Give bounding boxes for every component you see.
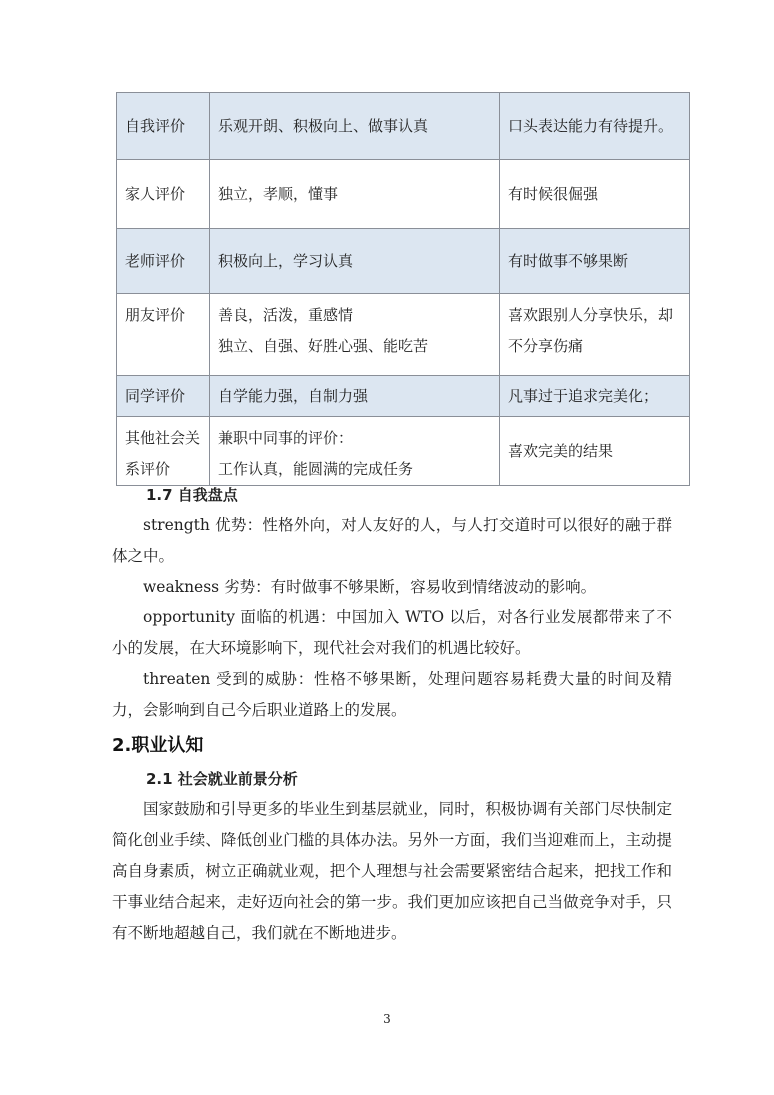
table-row [117,229,690,294]
paragraph-weakness: weakness 劣势：有时做事不够果断，容易收到情绪波动的影响。 [143,578,597,596]
table-row [117,376,690,417]
section-heading-1-7: 1.7 自我盘点 [146,486,238,504]
eval-strengths: 乐观开朗、积极向上、做事认真 [210,93,500,160]
eval-source: 朋友评价 [117,294,210,376]
paragraph-employment-outlook: 国家鼓励和引导更多的毕业生到基层就业，同时，积极协调有关部门尽快制定简化创业手续、降低创业门槛的具体办法。另外一方面，我们当迎难而上，主动提高自身素质，树立正确就业观，把个人理想与社会需要紧密结合起来，把找工作和干事业结合起来，走好迈向社会的第一步。我们更加应该把自己当做竞争对手，只有不断地超越自己，我们就在不断地进步。 [112,800,672,942]
eval-source-line: 系评价 [125,460,171,478]
eval-source: 自我评价 [117,93,210,160]
eval-weakness [500,294,690,376]
eval-source: 老师评价 [117,229,210,294]
eval-weakness: 凡事过于追求完美化； [500,376,690,417]
eval-weakness: 口头表达能力有待提升。 [500,93,690,160]
paragraph-threaten: threaten 受到的威胁：性格不够果断，处理问题容易耗费大量的时间及精力，会影响到自己今后职业道路上的发展。 [112,670,672,719]
eval-strengths-line: 独立、自强、好胜心强、能吃苦 [218,337,429,355]
eval-strengths [210,417,500,486]
eval-weakness: 有时做事不够果断 [500,229,690,294]
table-row [117,417,690,486]
eval-weakness-line: 喜欢跟别人分享快乐，却 [508,306,674,324]
eval-strengths: 独立，孝顺，懂事 [210,160,500,229]
eval-strengths: 积极向上，学习认真 [210,229,500,294]
table-row [117,160,690,229]
eval-source-line: 其他社会关 [125,429,201,447]
paragraph-opportunity: opportunity 面临的机遇：中国加入 WTO 以后，对各行业发展都带来了不小的发展，在大环境影响下，现代社会对我们的机遇比较好。 [112,608,672,657]
eval-weakness-line: 不分享伤痛 [508,337,584,355]
page-number: 3 [383,1012,391,1026]
table-row [117,93,690,160]
eval-source [117,417,210,486]
table-row [117,294,690,376]
eval-strengths [210,294,500,376]
eval-source: 同学评价 [117,376,210,417]
eval-source: 家人评价 [117,160,210,229]
section-heading-2: 2.职业认知 [112,735,204,756]
eval-strengths-line: 兼职中同事的评价： [218,429,354,447]
eval-strengths-line: 工作认真，能圆满的完成任务 [218,460,414,478]
eval-weakness: 有时候很倔强 [500,160,690,229]
eval-strengths: 自学能力强，自制力强 [210,376,500,417]
section-heading-2-1: 2.1 社会就业前景分析 [146,770,298,788]
evaluation-table [116,92,690,486]
eval-strengths-line: 善良，活泼，重感情 [218,306,354,324]
paragraph-strength: strength 优势：性格外向，对人友好的人，与人打交道时可以很好的融于群体之中。 [112,516,672,565]
eval-weakness: 喜欢完美的结果 [500,417,690,486]
